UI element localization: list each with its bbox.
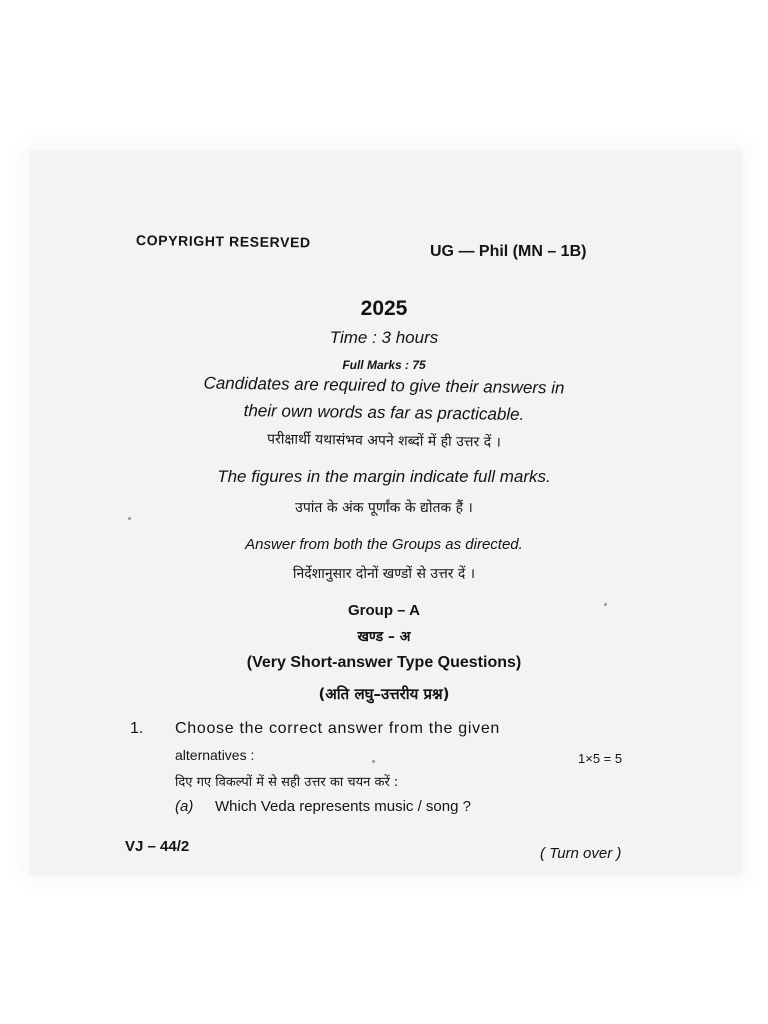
turn-over-note: ( Turn over ): [540, 845, 622, 862]
sub-question-label: (a): [175, 798, 194, 815]
exam-year: 2025: [360, 297, 408, 320]
instruction-own-words-hi: परीक्षार्थी यथासंभव अपने शब्दों में ही उत्तर दें ।: [266, 431, 501, 451]
instruction-answer-groups-en: Answer from both the Groups as directed.: [245, 536, 523, 553]
section-subtitle-hi: (अति लघु–उत्तरीय प्रश्न): [318, 685, 450, 703]
speck: [128, 517, 131, 520]
speck: [372, 760, 375, 763]
instruction-answer-groups-hi: निर्देशानुसार दोनों खण्डों से उत्तर दें ।: [292, 566, 476, 582]
instruction-own-words-en: Candidates are required to give their answers in: [203, 373, 565, 398]
paper-code: UG — Phil (MN – 1B): [430, 243, 587, 260]
footer-paper-code: VJ – 44/2: [125, 838, 190, 855]
question-marks: 1×5 = 5: [578, 751, 623, 766]
instruction-own-words-en-cont: their own words as far as practicable.: [243, 401, 525, 424]
sub-question-text: Which Veda represents music / song ?: [215, 798, 471, 815]
question-text-cont: alternatives :: [175, 747, 255, 763]
instruction-margin-marks-hi: उपांत के अंक पूर्णांक के द्योतक हैं ।: [295, 500, 473, 516]
group-a-title: Group – A: [348, 602, 420, 619]
question-number: 1.: [130, 720, 144, 737]
section-subtitle: (Very Short-answer Type Questions): [246, 654, 522, 671]
copyright-notice: COPYRIGHT RESERVED: [135, 232, 311, 251]
group-a-title-hi: खण्ड – अ: [357, 629, 411, 645]
question-text: Choose the correct answer from the given: [175, 720, 501, 737]
exam-time: Time : 3 hours: [329, 328, 439, 347]
question-text-hi: दिए गए विकल्पों में से सही उत्तर का चयन करें :: [175, 775, 399, 790]
instruction-margin-marks-en: The figures in the margin indicate full marks.: [217, 467, 551, 486]
full-marks: Full Marks : 75: [342, 358, 426, 372]
